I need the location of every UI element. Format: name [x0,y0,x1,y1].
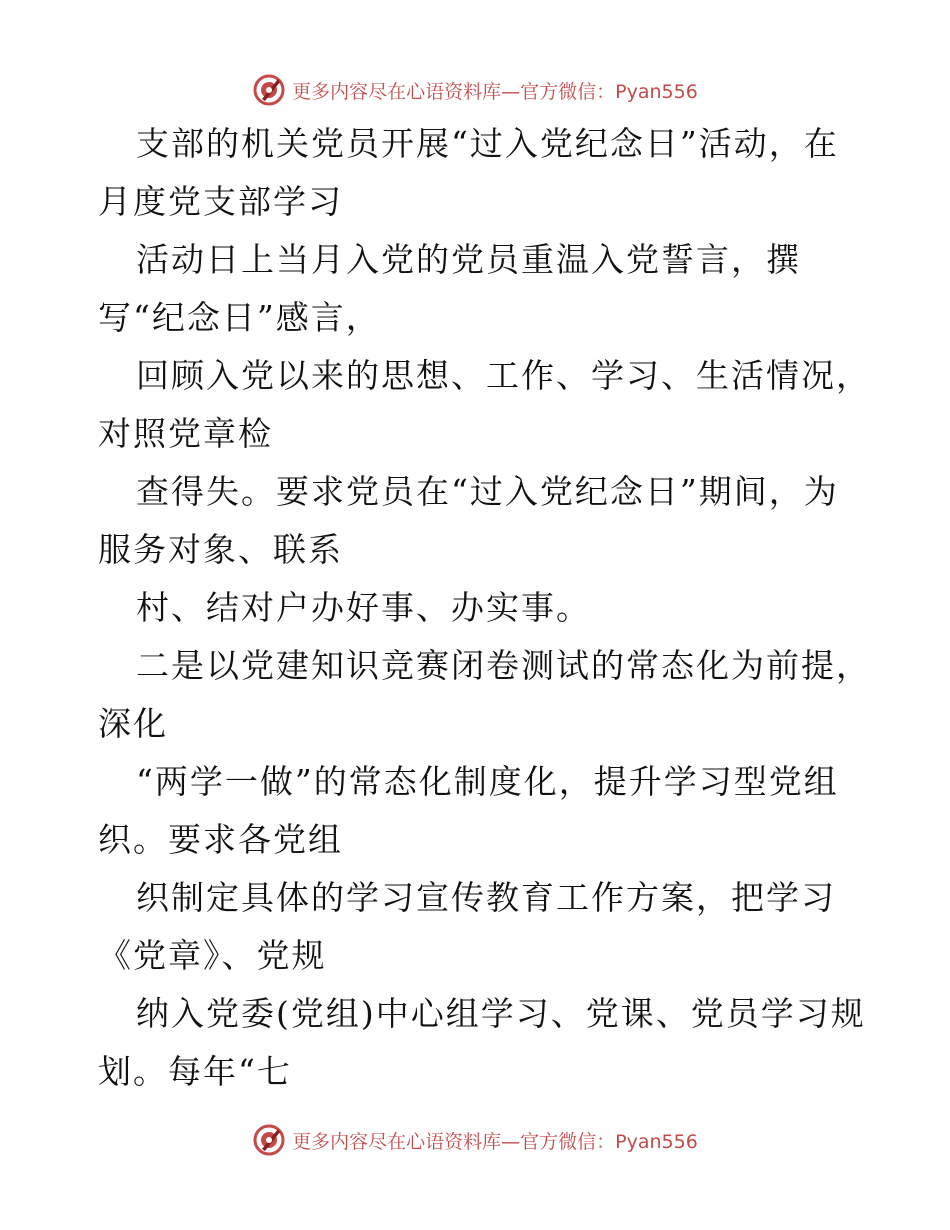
text-line: 深化 [98,704,168,743]
text-line: 村、结对户办好事、办实事。 [136,588,591,627]
footer-separator: — [501,1130,521,1153]
text-line: 对照党章检 [98,414,273,453]
footer-watermark-text [292,1127,698,1154]
quill-seal-icon [252,1123,286,1157]
text-line: 查得失。要求党员在“过入党纪念日”期间，为 [136,472,839,511]
text-line: 月度党支部学习 [98,182,343,221]
footer-watermark [0,1120,950,1160]
text-line: 活动日上当月入党的党员重温入党誓言，撰 [136,240,801,279]
text-line: 支部的机关党员开展“过入党纪念日”活动，在 [136,124,839,163]
text-line: 二是以党建知识竞赛闭卷测试的常态化为前提， [136,646,871,685]
header-watermark-text [292,77,698,104]
document-body [98,115,871,1101]
text-line: 织制定具体的学习宣传教育工作方案，把学习 [136,878,836,917]
footer-brand: 更多内容尽在心语资料库 [292,1130,502,1153]
text-line: 服务对象、联系 [98,530,343,569]
header-wechat: 官方微信：Pyan556 [520,80,698,103]
text-line: 纳入党委(党组)中心组学习、党课、党员学习规 [136,994,866,1033]
quill-seal-icon [252,73,286,107]
text-line: 划。每年“七 [98,1052,292,1091]
header-brand: 更多内容尽在心语资料库 [292,80,502,103]
text-line: 《党章》、党规 [98,936,327,975]
header-separator: — [501,80,521,103]
footer-wechat: 官方微信：Pyan556 [520,1130,698,1153]
text-line: 写“纪念日”感言， [98,298,381,337]
header-watermark [0,70,950,110]
text-line: 织。要求各党组 [98,820,343,859]
text-line: 回顾入党以来的思想、工作、学习、生活情况， [136,356,871,395]
text-line: “两学一做”的常态化制度化，提升学习型党组 [136,762,839,801]
